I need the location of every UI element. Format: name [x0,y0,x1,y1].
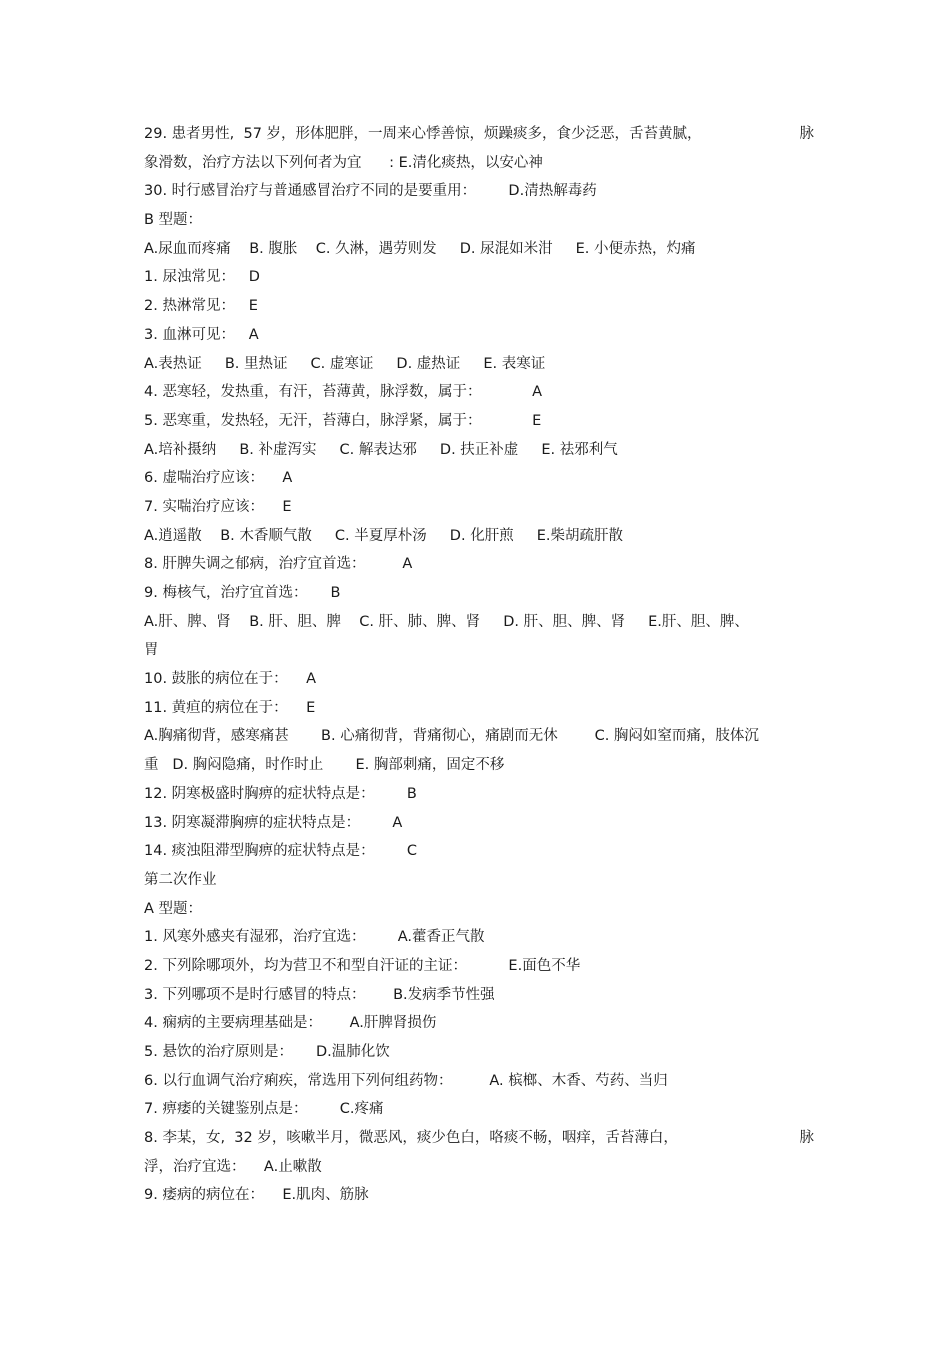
line-text: 13. 阴寒凝滞胸痹的症状特点是： A [144,814,403,831]
text-line [144,206,814,235]
text-line [144,407,814,436]
text-line [144,350,814,379]
text-line [144,1181,814,1210]
line-text: 第二次作业 [144,871,217,888]
text-line [144,579,814,608]
line-text: A.肝、脾、肾 B. 肝、胆、脾 C. 肝、肺、脾、肾 D. 肝、胆、脾、肾 E.肝、胆、脾、 [144,613,749,630]
text-line [144,923,814,952]
text-line [144,436,814,465]
line-text: 3. 下列哪项不是时行感冒的特点： B.发病季节性强 [144,986,495,1003]
line-text: A.逍遥散 B. 木香顺气散 C. 半夏厚朴汤 D. 化肝煎 E.柴胡疏肝散 [144,527,624,544]
line-text: 2. 下列除哪项外，均为营卫不和型自汗证的主证： E.面色不华 [144,957,581,974]
line-text: 2. 热淋常见： E [144,298,258,315]
text-line [144,522,814,551]
text-line [144,1009,814,1038]
line-text: A.培补摄纳 B. 补虚泻实 C. 解表达邪 D. 扶正补虚 E. 祛邪利气 [144,441,618,458]
line-text: 10. 鼓胀的病位在于： A [144,671,317,688]
line-text: 4. 痫病的主要病理基础是： A.肝脾肾损伤 [144,1015,437,1032]
text-line [144,636,814,665]
line-text: A.表热证 B. 里热证 C. 虚寒证 D. 虚热证 E. 表寒证 [144,355,546,372]
text-line [144,751,814,780]
text-line [144,952,814,981]
line-text: 5. 恶寒重，发热轻，无汗，苔薄白，脉浮紧，属于： E [144,412,542,429]
line-text: 9. 痿病的病位在： E.肌肉、筋脉 [144,1187,369,1204]
line-end-char: 脉 [799,126,814,142]
line-text: 14. 痰浊阻滞型胸痹的症状特点是： C [144,843,418,860]
text-line [144,321,814,350]
text-line [144,120,814,149]
text-line [144,292,814,321]
line-text: 1. 尿浊常见： D [144,269,260,286]
text-line [144,493,814,522]
text-line [144,809,814,838]
text-line [144,1095,814,1124]
text-line [144,1124,814,1153]
line-text: 象滑数，治疗方法以下列何者为宜 : E.清化痰热，以安心神 [144,154,543,171]
line-text: 5. 悬饮的治疗原则是： D.温肺化饮 [144,1044,390,1060]
line-text: 7. 实喘治疗应该： E [144,498,292,515]
text-line [144,694,814,723]
text-line [144,1038,814,1067]
line-text: 30. 时行感冒治疗与普通感冒治疗不同的是要重用： D.清热解毒药 [144,183,597,200]
line-text: 8. 李某，女, 32 岁，咳嗽半月，微恶风，痰少色白，咯痰不畅，咽痒，舌苔薄白， [144,1130,678,1147]
line-text: A.胸痛彻背，感寒痛甚 B. 心痛彻背，背痛彻心，痛剧而无休 C. 胸闷如窒而痛，肢体沉 [144,728,759,745]
text-line [144,1067,814,1096]
line-text: 浮，治疗宜选： A.止嗽散 [144,1158,322,1175]
line-text: 1. 风寒外感夹有湿邪，治疗宜选： A.藿香正气散 [144,929,485,946]
text-line [144,263,814,292]
line-text: 3. 血淋可见： A [144,326,259,343]
text-line [144,464,814,493]
text-line [144,149,814,178]
text-line [144,665,814,694]
line-end-char: 脉 [799,1130,814,1147]
text-line [144,780,814,809]
line-text: 9. 梅核气，治疗宜首选： B [144,585,341,601]
text-line [144,837,814,866]
text-line [144,1153,814,1182]
text-line [144,235,814,264]
line-text: 胃 [144,642,159,659]
line-text: B 型题： [144,212,203,229]
text-line [144,866,814,895]
line-text: A.尿血而疼痛 B. 腹胀 C. 久淋，遇劳则发 D. 尿混如米泔 E. 小便赤热，灼痛 [144,240,696,257]
text-line [144,550,814,579]
line-text: A 型题： [144,900,203,917]
text-line [144,981,814,1010]
line-text: 7. 痹痿的关键鉴别点是： C.疼痛 [144,1101,384,1118]
line-text: 29. 患者男性, 57 岁，形体肥胖，一周来心悸善惊，烦躁痰多，食少泛恶，舌苔黄腻， [144,126,702,142]
text-line [144,378,814,407]
line-text: 6. 以行血调气治疗痢疾，常选用下列何组药物： A. 槟榔、木香、芍药、当归 [144,1072,668,1089]
text-line [144,722,814,751]
text-line [144,895,814,924]
document-body [144,120,814,1210]
line-text: 重 D. 胸闷隐痛，时作时止 E. 胸部刺痛，固定不移 [144,757,505,774]
text-line [144,177,814,206]
text-line [144,608,814,637]
line-text: 8. 肝脾失调之郁病，治疗宜首选： A [144,556,413,573]
line-text: 12. 阴寒极盛时胸痹的症状特点是： B [144,785,417,802]
line-text: 6. 虚喘治疗应该： A [144,470,293,487]
line-text: 4. 恶寒轻，发热重，有汗，苔薄黄，脉浮数，属于： A [144,384,543,401]
line-text: 11. 黄疸的病位在于： E [144,699,316,716]
